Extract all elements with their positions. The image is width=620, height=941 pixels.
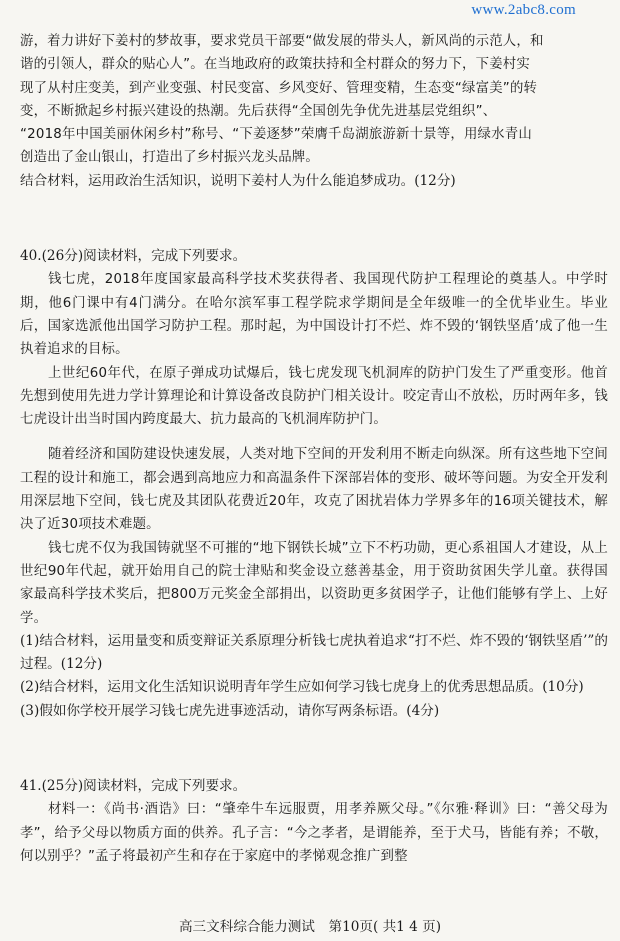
q39-line: 谐的引领人，群众的贴心人”。在当地政府的政策扶持和全村群众的努力下，下姜村实 <box>20 57 530 73</box>
q40-subquestion: (1)结合材料，运用量变和质变辩证关系原理分析钱七虎执着追求“打不烂、炸不毁的‘钢铁坚盾’”的过程。(12分) <box>20 632 608 673</box>
q41-header: 41.(25分)阅读材料，完成下列要求。 <box>20 778 247 795</box>
question-41 <box>20 775 608 868</box>
q39-line: 创造出了金山银山，打造出了乡村振兴龙头品牌。 <box>20 150 319 166</box>
q40-subquestion: (3)假如你学校开展学习钱七虎先进事迹活动，请你写两条标语。(4分) <box>20 702 440 719</box>
q39-line: “2018年中国美丽休闲乡村”称号、“下姜逐梦”荣膺千岛湖旅游新十景等，用绿水青山 <box>20 127 532 143</box>
q40-paragraph: 钱七虎，2018年度国家最高科学技术奖获得者、我国现代防护工程理论的奠基人。中学时期，他6门课中有4门满分。在哈尔滨军事工程学院求学期间是全年级唯一的全优毕业生。毕业后，国家选派他出国学习防护工程。那时起，为中国设计打不烂、炸不毁的‘钢铁坚盾’成了他一生执着追求的目标。 <box>20 272 608 358</box>
q39-line: 游，着力讲好下姜村的梦故事，要求党员干部要“做发展的带头人，新风尚的示范人，和 <box>20 34 544 49</box>
exam-page <box>20 30 608 868</box>
question-40 <box>20 245 608 723</box>
q40-header: 40.(26分)阅读材料，完成下列要求。 <box>20 248 247 265</box>
q40-paragraph: 钱七虎不仅为我国铸就坚不可摧的“地下钢铁长城”立下不朽功勋，更心系祖国人才建设，从上世纪90年代起，就开始用自己的院士津贴和奖金设立慈善基金，用于资助贫困失学儿童。获得国家最高科学技术奖后，把800万元奖金全部捐出，以资助更多贫困学子，让他们能够有学上、上好学。 <box>20 540 608 626</box>
q39-line: 变，不断掀起乡村振兴建设的热潮。先后获得“全国创先争优先进基层党组织”、 <box>20 103 497 119</box>
q39-task: 结合材料，运用政治生活知识，说明下姜村人为什么能追梦成功。(12分) <box>20 172 456 189</box>
watermark: www.2abc8.com <box>471 2 576 18</box>
question-39-continuation <box>20 30 608 193</box>
q41-material: 材料一：《尚书·酒诰》曰：“肇牵牛车远服贾，用孝养厥父母。”《尔雅·释训》曰：“善父母为孝”，给予父母以物质方面的供养。孔子言：“今之孝者，是谓能养，至于犬马，皆能有养；不敬，何以别乎？”孟子将最初产生和存在于家庭中的孝悌观念推广到整 <box>20 802 608 864</box>
q40-paragraph: 随着经济和国防建设快速发展，人类对地下空间的开发利用不断走向纵深。所有这些地下空间工程的设计和施工，都会遇到高地应力和高温条件下深部岩体的变形、破坏等问题。为安全开发利用深层地下空间，钱七虎及其团队花费近20年，攻克了困扰岩体力学界多年的16项关键技术，解决了近30项技术难题。 <box>20 447 608 533</box>
q40-paragraph: 上世纪60年代，在原子弹成功试爆后，钱七虎发现飞机洞库的防护门发生了严重变形。他首先想到使用先进力学计算理论和计算设备改良防护门相关设计。咬定青山不放松，历时两年多，钱七虎设计出当时国内跨度最大、抗力最高的飞机洞库防护门。 <box>20 365 608 428</box>
q39-line: 现了从村庄变美，到产业变强、村民变富、乡风变好、管理变精，生态变“绿富美”的转 <box>20 80 538 96</box>
page-footer: 高三文科综合能力测试 第10页( 共1 4 页) <box>178 919 442 935</box>
q40-subquestion: (2)结合材料，运用文化生活知识说明青年学生应如何学习钱七虎身上的优秀思想品质。(10分) <box>20 679 584 696</box>
